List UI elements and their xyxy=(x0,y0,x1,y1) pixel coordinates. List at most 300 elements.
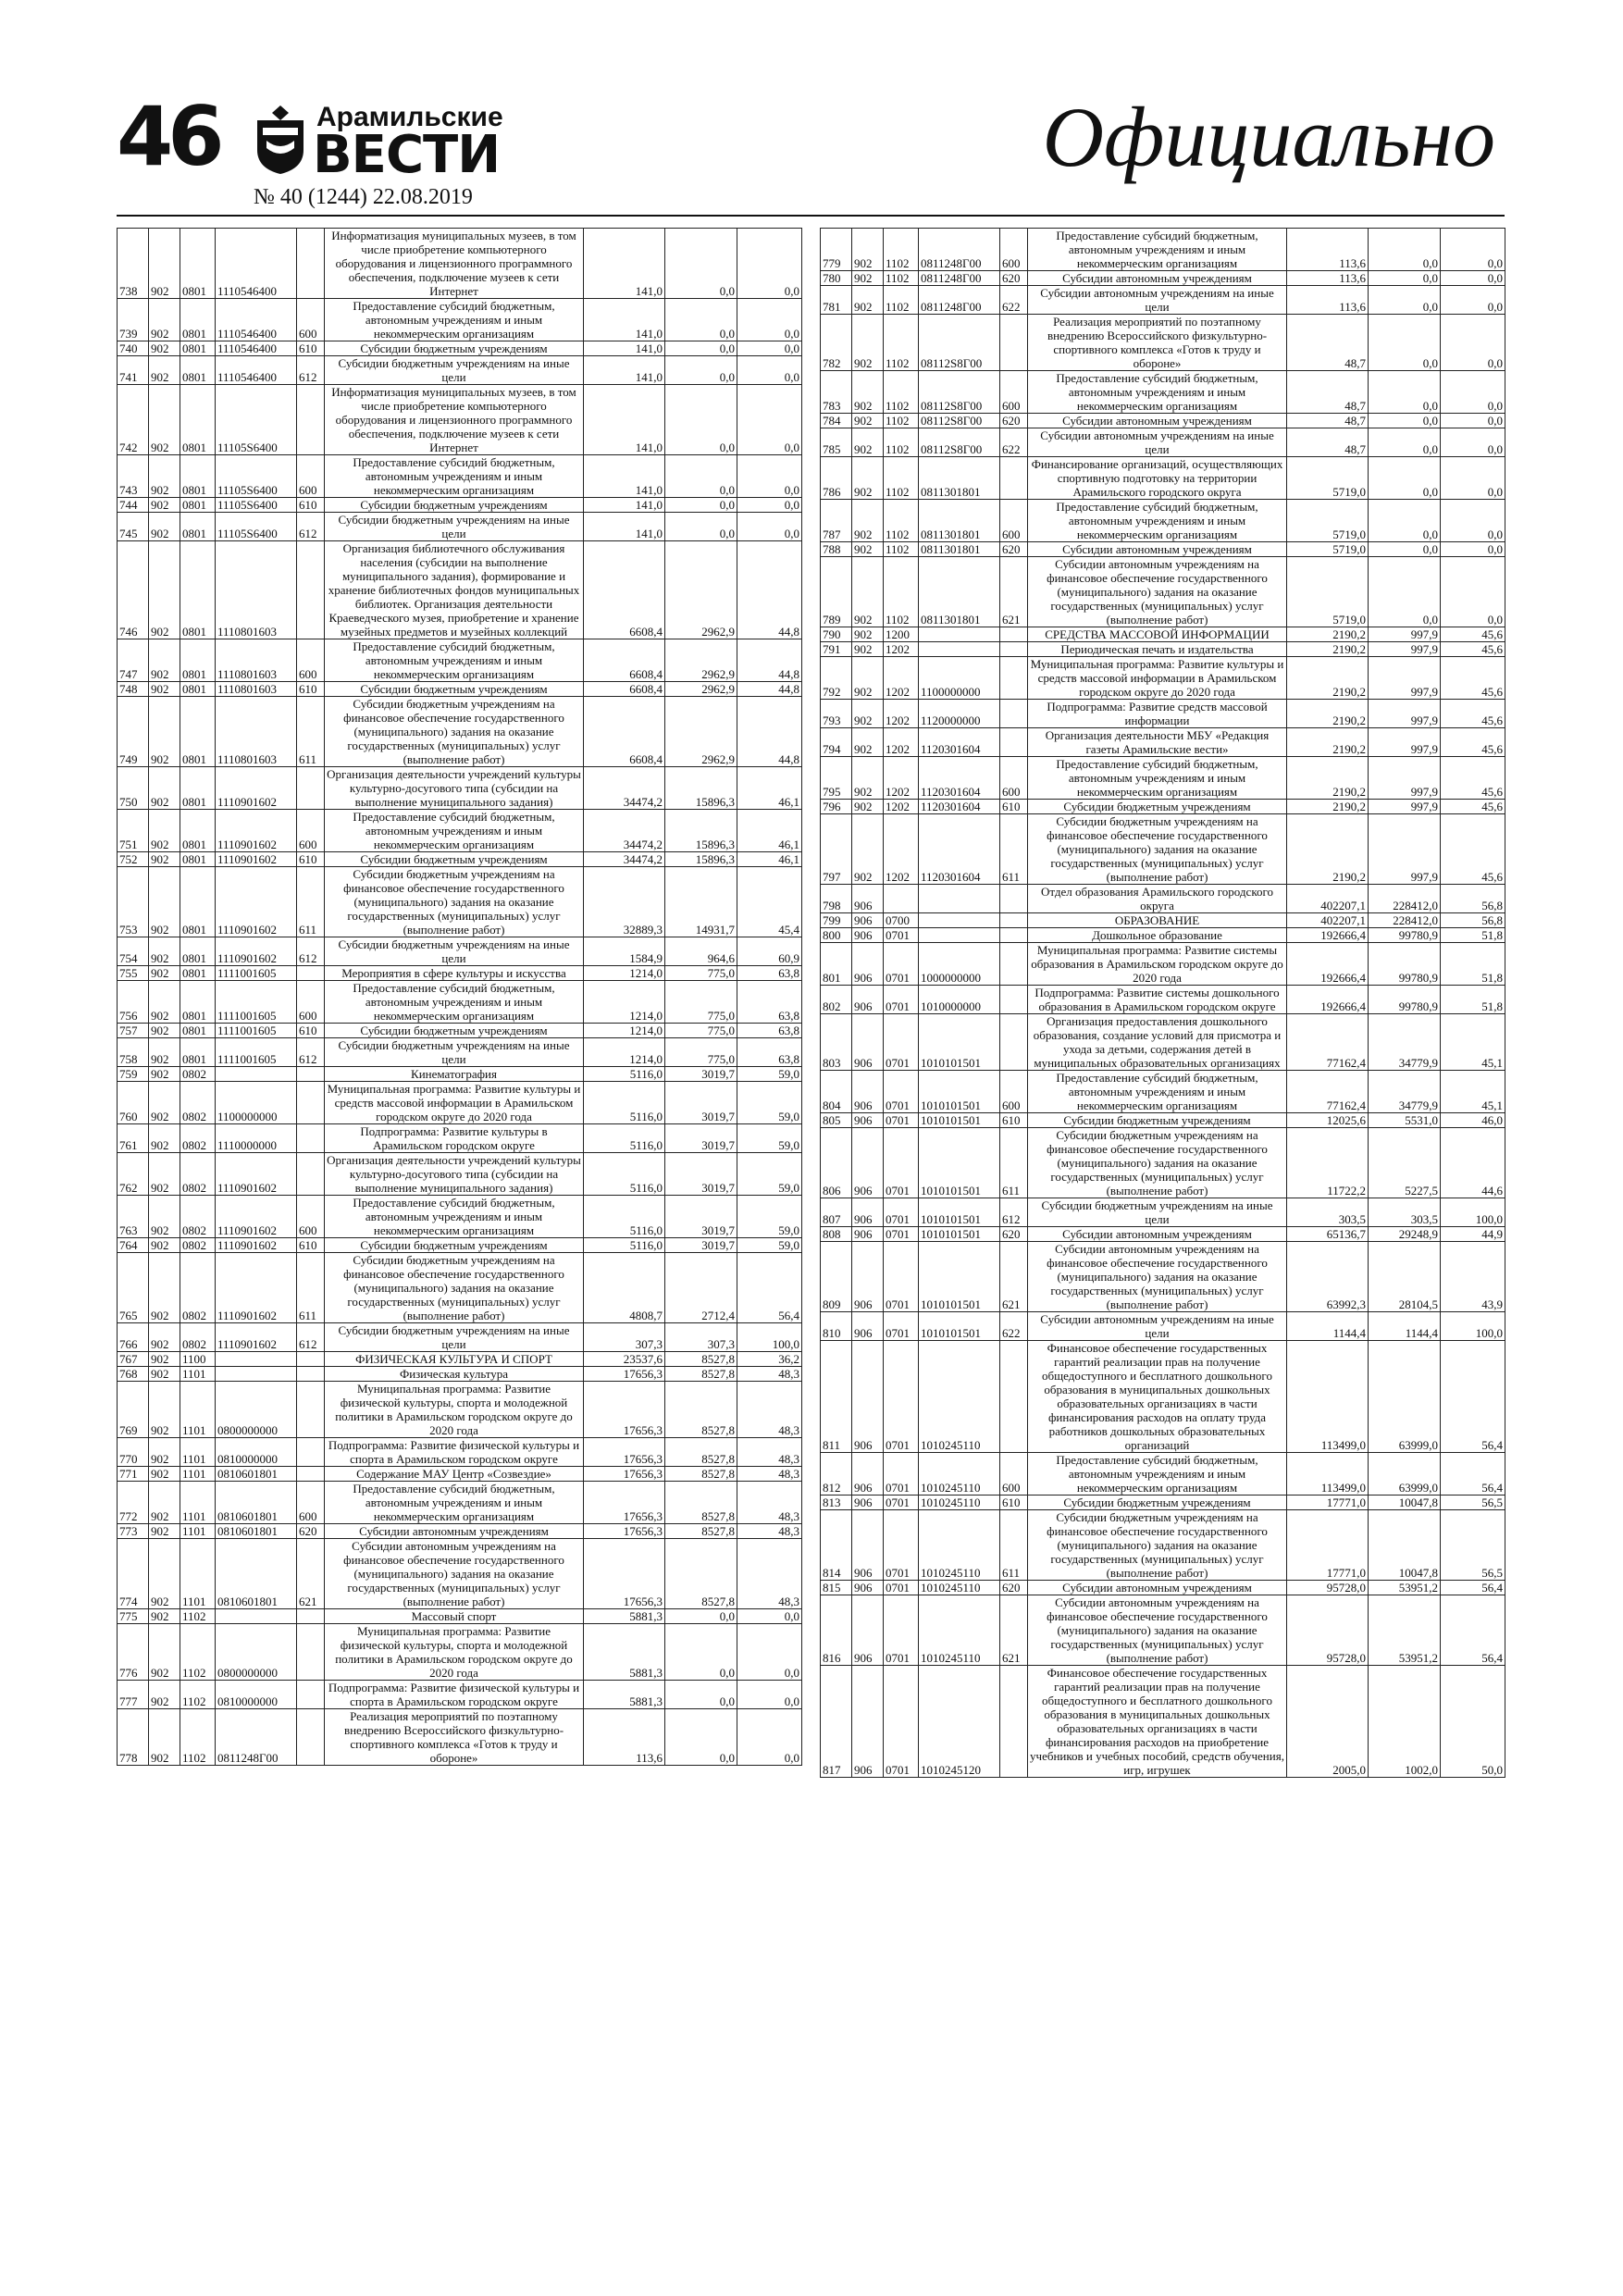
table-cell: 1102 xyxy=(884,229,919,271)
table-row xyxy=(821,943,1505,986)
table-cell: 902 xyxy=(149,455,180,498)
table-cell: 15896,3 xyxy=(665,810,737,852)
table-cell: 63992,3 xyxy=(1287,1242,1369,1312)
table-row xyxy=(821,428,1505,457)
coat-of-arms-icon xyxy=(252,104,309,176)
table-cell xyxy=(919,627,1000,642)
table-cell: 17771,0 xyxy=(1287,1496,1369,1510)
table-cell: 5719,0 xyxy=(1287,557,1369,627)
table-cell: 816 xyxy=(821,1595,852,1666)
table-cell: 902 xyxy=(149,937,180,966)
table-row xyxy=(118,1382,802,1438)
table-cell: 775,0 xyxy=(665,981,737,1024)
table-cell: Субсидии бюджетным учреждениям на иные цели xyxy=(325,356,584,385)
table-cell: 0,0 xyxy=(665,498,737,513)
table-cell: Отдел образования Арамильского городского округа xyxy=(1028,885,1287,913)
table-cell: 0,0 xyxy=(1441,414,1505,428)
table-row xyxy=(821,700,1505,728)
table-cell: 902 xyxy=(852,229,884,271)
table-cell: 808 xyxy=(821,1227,852,1242)
table-cell: 814 xyxy=(821,1510,852,1581)
table-cell: 1102 xyxy=(884,414,919,428)
table-cell: 902 xyxy=(852,800,884,814)
table-cell: 0801 xyxy=(180,541,216,639)
table-cell: 902 xyxy=(149,385,180,455)
table-cell: 906 xyxy=(852,1341,884,1453)
table-cell: 775,0 xyxy=(665,966,737,981)
table-cell: 1110901602 xyxy=(216,1196,297,1238)
table-cell: 45,6 xyxy=(1441,728,1505,757)
table-cell: 0701 xyxy=(884,986,919,1014)
table-cell: 902 xyxy=(149,767,180,810)
table-cell xyxy=(919,928,1000,943)
table-cell: 59,0 xyxy=(737,1067,802,1082)
table-cell: 786 xyxy=(821,457,852,500)
table-cell: Субсидии бюджетным учреждениям на иные цели xyxy=(1028,1198,1287,1227)
table-cell: Субсидии автономным учреждениям на финансовое обеспечение государственного (муниципального) задания на оказание государственных (муниципальных) услуг (выполнение работ) xyxy=(1028,557,1287,627)
table-cell: 0701 xyxy=(884,1496,919,1510)
table-cell: 600 xyxy=(297,639,325,682)
table-cell: 2962,9 xyxy=(665,639,737,682)
table-cell: 756 xyxy=(118,981,149,1024)
table-cell: 1584,9 xyxy=(584,937,665,966)
table-row xyxy=(821,414,1505,428)
table-cell: 1102 xyxy=(884,428,919,457)
table-cell: 792 xyxy=(821,657,852,700)
table-cell: 48,3 xyxy=(737,1539,802,1609)
table-cell: Субсидии бюджетным учреждениям на иные цели xyxy=(325,937,584,966)
table-cell: 1144,4 xyxy=(1369,1312,1441,1341)
table-cell: 906 xyxy=(852,1510,884,1581)
budget-table-left xyxy=(117,228,802,1766)
table-cell: Субсидии автономным учреждениям на иные цели xyxy=(1028,1312,1287,1341)
table-row xyxy=(118,1367,802,1382)
table-cell: 1010101501 xyxy=(919,1227,1000,1242)
table-cell: 141,0 xyxy=(584,341,665,356)
table-cell: 1202 xyxy=(884,757,919,800)
table-cell: 59,0 xyxy=(737,1153,802,1196)
table-cell: 0,0 xyxy=(1441,428,1505,457)
table-cell: 0701 xyxy=(884,1128,919,1198)
table-cell: 5719,0 xyxy=(1287,457,1369,500)
table-row xyxy=(118,1038,802,1067)
table-cell: 99780,9 xyxy=(1369,986,1441,1014)
table-cell: 44,9 xyxy=(1441,1227,1505,1242)
table-cell: 744 xyxy=(118,498,149,513)
table-cell: 2962,9 xyxy=(665,697,737,767)
table-cell: 11105S6400 xyxy=(216,385,297,455)
table-cell: 906 xyxy=(852,1453,884,1496)
table-cell: 902 xyxy=(852,757,884,800)
table-row xyxy=(821,1312,1505,1341)
table-row xyxy=(118,697,802,767)
table-cell: 1200 xyxy=(884,627,919,642)
table-cell: 59,0 xyxy=(737,1124,802,1153)
table-cell: 0,0 xyxy=(1369,428,1441,457)
table-cell: Подпрограмма: Развитие физической культуры и спорта в Арамильском городском округе xyxy=(325,1438,584,1467)
table-cell xyxy=(297,1067,325,1082)
table-cell: 610 xyxy=(1000,1496,1028,1510)
table-cell: 1101 xyxy=(180,1367,216,1382)
table-cell: 0,0 xyxy=(737,1681,802,1709)
table-cell: 2190,2 xyxy=(1287,728,1369,757)
table-cell: 46,1 xyxy=(737,767,802,810)
table-cell: 0810601801 xyxy=(216,1524,297,1539)
table-cell: 0801 xyxy=(180,937,216,966)
table-cell: 789 xyxy=(821,557,852,627)
left-column xyxy=(117,228,801,1766)
table-row xyxy=(118,682,802,697)
table-cell: Периодическая печать и издательства xyxy=(1028,642,1287,657)
table-cell: Субсидии автономным учреждениям на иные цели xyxy=(1028,428,1287,457)
table-row xyxy=(821,542,1505,557)
table-cell: 612 xyxy=(1000,1198,1028,1227)
table-cell: Физическая культура xyxy=(325,1367,584,1382)
table-cell: 785 xyxy=(821,428,852,457)
table-row xyxy=(118,1482,802,1524)
table-cell: 0,0 xyxy=(1441,371,1505,414)
table-cell: 0810000000 xyxy=(216,1681,297,1709)
table-cell: 902 xyxy=(149,1482,180,1524)
table-cell: 3019,7 xyxy=(665,1196,737,1238)
table-cell: 77162,4 xyxy=(1287,1014,1369,1071)
table-cell: 902 xyxy=(149,682,180,697)
table-cell: 964,6 xyxy=(665,937,737,966)
table-cell: 791 xyxy=(821,642,852,657)
table-cell: Муниципальная программа: Развитие системы образования в Арамильском городском округе до 2020 года xyxy=(1028,943,1287,986)
table-cell: Субсидии автономным учреждениям xyxy=(1028,542,1287,557)
table-cell: 99780,9 xyxy=(1369,928,1441,943)
table-cell: 48,3 xyxy=(737,1524,802,1539)
table-cell: 902 xyxy=(149,1153,180,1196)
table-cell: 0800000000 xyxy=(216,1382,297,1438)
table-cell xyxy=(297,1124,325,1153)
table-cell: 63,8 xyxy=(737,1024,802,1038)
table-row xyxy=(118,1067,802,1082)
table-cell: Субсидии бюджетным учреждениям на финансовое обеспечение государственного (муниципального) задания на оказание государственных (муниципальных) услуг (выполнение работ) xyxy=(1028,1510,1287,1581)
table-cell: 0,0 xyxy=(737,229,802,299)
table-cell: 1110546400 xyxy=(216,229,297,299)
table-cell: 0,0 xyxy=(665,341,737,356)
table-cell: 8527,8 xyxy=(665,1438,737,1467)
table-cell: 997,9 xyxy=(1369,657,1441,700)
table-cell: 1214,0 xyxy=(584,966,665,981)
table-cell: 0701 xyxy=(884,1227,919,1242)
table-cell: 1120301604 xyxy=(919,757,1000,800)
table-cell: 228412,0 xyxy=(1369,885,1441,913)
table-cell xyxy=(297,541,325,639)
table-cell: 778 xyxy=(118,1709,149,1766)
table-cell: 63,8 xyxy=(737,966,802,981)
table-cell: Субсидии бюджетным учреждениям на финансовое обеспечение государственного (муниципального) задания на оказание государственных (муниципальных) услуг (выполнение работ) xyxy=(1028,1128,1287,1198)
table-cell: 612 xyxy=(297,937,325,966)
table-cell: Субсидии автономным учреждениям xyxy=(1028,1227,1287,1242)
table-cell: 65136,7 xyxy=(1287,1227,1369,1242)
table-cell: 767 xyxy=(118,1352,149,1367)
table-cell: 774 xyxy=(118,1539,149,1609)
table-cell: 0701 xyxy=(884,1198,919,1227)
table-cell: 902 xyxy=(149,1323,180,1352)
table-cell: 902 xyxy=(149,867,180,937)
table-cell: 8527,8 xyxy=(665,1352,737,1367)
table-cell: 1010101501 xyxy=(919,1242,1000,1312)
table-cell: 782 xyxy=(821,315,852,371)
table-cell xyxy=(919,642,1000,657)
table-cell: Предоставление субсидий бюджетным, автономным учреждениям и иным некоммерческим организациям xyxy=(325,299,584,341)
table-cell: 1110801603 xyxy=(216,682,297,697)
table-cell: 1110546400 xyxy=(216,299,297,341)
table-cell: 0811248Г00 xyxy=(919,229,1000,271)
table-cell: 812 xyxy=(821,1453,852,1496)
table-cell: 113,6 xyxy=(1287,271,1369,286)
table-cell: 0700 xyxy=(884,913,919,928)
table-cell: 2962,9 xyxy=(665,682,737,697)
table-cell: 902 xyxy=(149,1609,180,1624)
table-cell: 620 xyxy=(1000,1227,1028,1242)
table-row xyxy=(118,541,802,639)
table-cell: 48,3 xyxy=(737,1467,802,1482)
table-cell: 906 xyxy=(852,1666,884,1778)
page-header xyxy=(117,89,1505,218)
table-cell: 44,8 xyxy=(737,682,802,697)
table-cell: 0802 xyxy=(180,1082,216,1124)
table-cell: 0701 xyxy=(884,1581,919,1595)
table-cell: Муниципальная программа: Развитие физической культуры, спорта и молодежной политики в Арамильском городском округе до 2020 года xyxy=(325,1382,584,1438)
table-cell: 45,1 xyxy=(1441,1014,1505,1071)
table-cell: 56,4 xyxy=(1441,1595,1505,1666)
table-cell: 600 xyxy=(297,1196,325,1238)
table-row xyxy=(118,810,802,852)
table-row xyxy=(118,1153,802,1196)
table-cell: 5116,0 xyxy=(584,1238,665,1253)
table-cell: 1010245120 xyxy=(919,1666,1000,1778)
table-cell: 2190,2 xyxy=(1287,757,1369,800)
table-cell: 746 xyxy=(118,541,149,639)
table-cell: 610 xyxy=(297,498,325,513)
table-row xyxy=(821,229,1505,271)
table-cell xyxy=(297,1153,325,1196)
table-cell: 758 xyxy=(118,1038,149,1067)
table-cell: Субсидии бюджетным учреждениям xyxy=(325,341,584,356)
table-cell: 63,8 xyxy=(737,981,802,1024)
table-cell: 1102 xyxy=(884,457,919,500)
table-cell: 1111001605 xyxy=(216,1024,297,1038)
table-row xyxy=(821,1453,1505,1496)
table-cell: 0,0 xyxy=(737,498,802,513)
table-cell: 99780,9 xyxy=(1369,943,1441,986)
table-cell: 1110901602 xyxy=(216,852,297,867)
table-cell: 45,6 xyxy=(1441,657,1505,700)
table-cell: 902 xyxy=(149,981,180,1024)
table-cell: 902 xyxy=(852,271,884,286)
table-cell: 0801 xyxy=(180,966,216,981)
table-cell: 902 xyxy=(852,414,884,428)
table-cell: 902 xyxy=(149,1082,180,1124)
table-cell: 1202 xyxy=(884,642,919,657)
table-cell: 0,0 xyxy=(1369,229,1441,271)
table-cell xyxy=(1000,928,1028,943)
table-cell: Субсидии автономным учреждениям xyxy=(1028,414,1287,428)
table-cell: 1120301604 xyxy=(919,800,1000,814)
table-cell: 906 xyxy=(852,1242,884,1312)
table-cell: 5116,0 xyxy=(584,1082,665,1124)
table-cell: 902 xyxy=(149,1067,180,1082)
table-cell: 902 xyxy=(852,657,884,700)
table-cell: 0802 xyxy=(180,1196,216,1238)
left-table-body xyxy=(118,229,802,1766)
table-cell: 34474,2 xyxy=(584,810,665,852)
table-row xyxy=(821,1496,1505,1510)
table-cell: 1111001605 xyxy=(216,1038,297,1067)
table-cell: 0,0 xyxy=(737,455,802,498)
table-row xyxy=(821,1242,1505,1312)
table-cell: 902 xyxy=(149,498,180,513)
table-cell: Организация деятельности МБУ «Редакция газеты Арамильские вести» xyxy=(1028,728,1287,757)
table-cell: 1010101501 xyxy=(919,1071,1000,1113)
table-cell: 600 xyxy=(297,299,325,341)
table-cell: Реализация мероприятий по поэтапному внедрению Всероссийского физкультурно-спортивного комплекса «Готов к труду и обороне» xyxy=(325,1709,584,1766)
table-cell: 1120000000 xyxy=(919,700,1000,728)
table-cell: 32889,3 xyxy=(584,867,665,937)
table-cell: 0801 xyxy=(180,639,216,682)
table-cell: 56,5 xyxy=(1441,1496,1505,1510)
table-cell: Кинематография xyxy=(325,1067,584,1082)
table-cell: 1102 xyxy=(180,1681,216,1709)
table-cell: 1000000000 xyxy=(919,943,1000,986)
table-cell: 902 xyxy=(149,513,180,541)
table-cell: 2190,2 xyxy=(1287,627,1369,642)
table-cell: 611 xyxy=(1000,1510,1028,1581)
table-cell: 0801 xyxy=(180,385,216,455)
table-cell xyxy=(216,1067,297,1082)
table-cell: 34474,2 xyxy=(584,852,665,867)
table-cell: 2190,2 xyxy=(1287,800,1369,814)
table-cell: 902 xyxy=(149,1624,180,1681)
table-cell: 906 xyxy=(852,1312,884,1341)
table-cell: 1010245110 xyxy=(919,1595,1000,1666)
table-cell: 17656,3 xyxy=(584,1482,665,1524)
table-cell: Муниципальная программа: Развитие культуры и средств массовой информации в Арамильском городском округе до 2020 года xyxy=(325,1082,584,1124)
table-cell: Организация библиотечного обслуживания населения (субсидии на выполнение муниципального задания), формирование и хранение библиотечных фондов муниципальных библиотек. Организация деятельности Краеведческого музея, приобретение и хранение музейных предметов и музейных коллекций xyxy=(325,541,584,639)
table-cell: 612 xyxy=(297,1038,325,1067)
table-cell: 790 xyxy=(821,627,852,642)
table-cell: 811 xyxy=(821,1341,852,1453)
table-cell: Субсидии автономным учреждениям на иные цели xyxy=(1028,286,1287,315)
table-cell: 0701 xyxy=(884,1510,919,1581)
table-cell: Субсидии бюджетным учреждениям xyxy=(325,1024,584,1038)
table-cell: 762 xyxy=(118,1153,149,1196)
table-cell: Организация предоставления дошкольного образования, создание условий для присмотра и ухода за детьми, содержания детей в муниципальных образовательных организациях xyxy=(1028,1014,1287,1071)
table-cell: 783 xyxy=(821,371,852,414)
table-cell: 612 xyxy=(297,513,325,541)
table-cell: 12025,6 xyxy=(1287,1113,1369,1128)
table-cell: 5116,0 xyxy=(584,1124,665,1153)
table-cell: 51,8 xyxy=(1441,986,1505,1014)
table-cell: 745 xyxy=(118,513,149,541)
table-cell: СРЕДСТВА МАССОВОЙ ИНФОРМАЦИИ xyxy=(1028,627,1287,642)
table-cell: 56,8 xyxy=(1441,885,1505,913)
table-cell: 0801 xyxy=(180,229,216,299)
table-cell: 0810601801 xyxy=(216,1539,297,1609)
table-row xyxy=(118,639,802,682)
table-cell: 776 xyxy=(118,1624,149,1681)
table-cell: Субсидии автономным учреждениям xyxy=(1028,1581,1287,1595)
table-row xyxy=(821,1128,1505,1198)
table-cell: 63999,0 xyxy=(1369,1453,1441,1496)
table-cell: 48,3 xyxy=(737,1438,802,1467)
table-cell: 0701 xyxy=(884,943,919,986)
table-cell: 0,0 xyxy=(1441,457,1505,500)
table-cell: 600 xyxy=(297,810,325,852)
table-cell: 0802 xyxy=(180,1153,216,1196)
table-cell: 1110901602 xyxy=(216,867,297,937)
table-row xyxy=(118,966,802,981)
table-row xyxy=(821,814,1505,885)
table-cell: 902 xyxy=(149,1367,180,1382)
table-cell: 902 xyxy=(149,541,180,639)
table-cell: 29248,9 xyxy=(1369,1227,1441,1242)
table-cell: 63999,0 xyxy=(1369,1341,1441,1453)
table-cell: 34779,9 xyxy=(1369,1014,1441,1071)
table-row xyxy=(821,271,1505,286)
table-cell: 611 xyxy=(297,697,325,767)
table-cell: 0701 xyxy=(884,1014,919,1071)
table-cell: 0,0 xyxy=(1441,229,1505,271)
table-cell: Реализация мероприятий по поэтапному внедрению Всероссийского физкультурно-спортивного комплекса «Готов к труду и обороне» xyxy=(1028,315,1287,371)
table-cell: 1110901602 xyxy=(216,937,297,966)
table-cell: 902 xyxy=(852,728,884,757)
table-cell: 0801 xyxy=(180,1038,216,1067)
table-cell: 1102 xyxy=(884,315,919,371)
table-cell: Подпрограмма: Развитие физической культуры и спорта в Арамильском городском округе xyxy=(325,1681,584,1709)
table-cell xyxy=(884,885,919,913)
table-cell: 5719,0 xyxy=(1287,500,1369,542)
table-cell: 113499,0 xyxy=(1287,1341,1369,1453)
table-row xyxy=(821,913,1505,928)
table-cell: 1144,4 xyxy=(1287,1312,1369,1341)
table-cell: 402207,1 xyxy=(1287,913,1369,928)
table-cell: Предоставление субсидий бюджетным, автономным учреждениям и иным некоммерческим организациям xyxy=(325,455,584,498)
table-cell: 45,4 xyxy=(737,867,802,937)
table-cell: 764 xyxy=(118,1238,149,1253)
table-cell: 0,0 xyxy=(1369,286,1441,315)
table-cell xyxy=(216,1609,297,1624)
table-cell: 23537,6 xyxy=(584,1352,665,1367)
table-cell xyxy=(216,1367,297,1382)
table-cell: Субсидии автономным учреждениям на финансовое обеспечение государственного (муниципального) задания на оказание государственных (муниципальных) услуг (выполнение работ) xyxy=(325,1539,584,1609)
table-row xyxy=(821,800,1505,814)
table-cell: 0,0 xyxy=(1441,557,1505,627)
table-cell: 1102 xyxy=(884,500,919,542)
table-cell xyxy=(297,1082,325,1124)
table-cell: 773 xyxy=(118,1524,149,1539)
table-cell xyxy=(297,966,325,981)
table-cell: 34474,2 xyxy=(584,767,665,810)
table-cell: 754 xyxy=(118,937,149,966)
table-cell: Предоставление субсидий бюджетным, автономным учреждениям и иным некоммерческим организациям xyxy=(1028,757,1287,800)
table-cell: 17656,3 xyxy=(584,1438,665,1467)
table-cell: 5227,5 xyxy=(1369,1128,1441,1198)
table-cell: 797 xyxy=(821,814,852,885)
table-cell: 59,0 xyxy=(737,1238,802,1253)
table-cell xyxy=(1000,457,1028,500)
table-cell: 48,7 xyxy=(1287,371,1369,414)
table-cell: Субсидии бюджетным учреждениям на финансовое обеспечение государственного (муниципального) задания на оказание государственных (муниципальных) услуг (выполнение работ) xyxy=(325,697,584,767)
table-cell: 48,3 xyxy=(737,1382,802,1438)
table-cell: 796 xyxy=(821,800,852,814)
table-cell: 0811301801 xyxy=(919,457,1000,500)
table-cell: 1102 xyxy=(884,286,919,315)
